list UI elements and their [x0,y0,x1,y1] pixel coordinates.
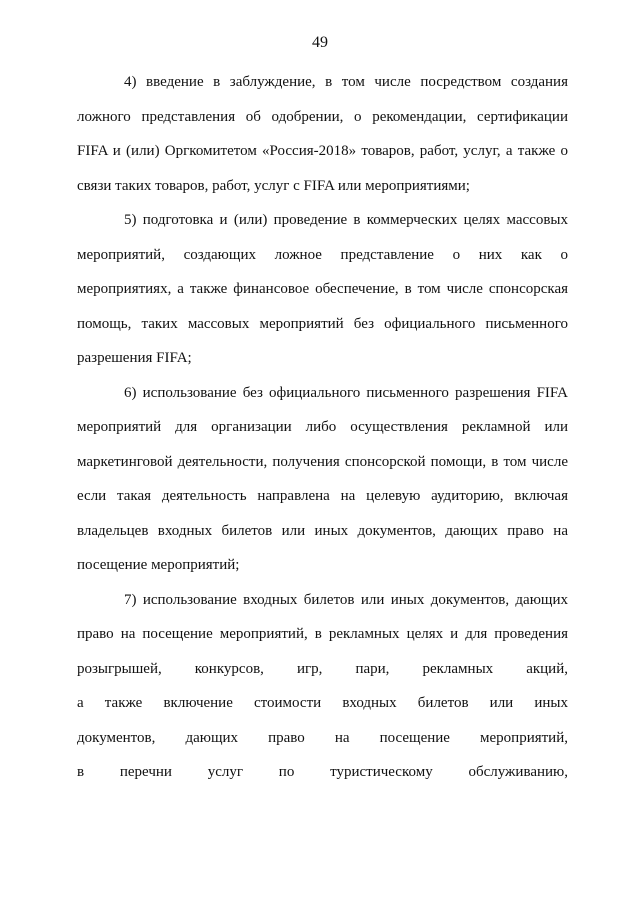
text-line: разрешения FIFA; [77,350,192,366]
paragraph-item-6 [77,376,568,583]
text-line: документов, дающих право на посещение мероприятий, [77,729,568,746]
text-line: ложного представления об одобрении, о рекомендации, сертификации [77,108,568,125]
paragraph-item-4 [77,65,568,203]
text-line: если такая деятельность направлена на целевую аудиторию, включая [77,488,568,504]
text-line: помощь, таких массовых мероприятий без официального письменного [77,315,568,332]
text-line: мероприятий для организации либо осуществления рекламной или [77,419,568,435]
text-line: FIFA и (или) Оргкомитетом «Россия-2018» товаров, работ, услуг, а также о [77,143,568,159]
document-body [77,65,568,790]
paragraph-item-7 [77,583,568,790]
page-number: 49 [312,34,328,51]
text-line: 6) использование без официального письменного разрешения FIFA [124,384,568,401]
text-line: 4) введение в заблуждение, в том числе посредством создания [124,74,568,90]
text-line: мероприятий, создающих ложное представление о них как о [77,246,568,263]
paragraph-item-5 [77,203,568,376]
text-line: связи таких товаров, работ, услуг с FIFA или мероприятиями; [77,177,470,194]
text-line: мероприятиях, а также финансовое обеспечение, в том числе спонсорская [77,281,568,297]
text-line: 7) использование входных билетов или иных документов, дающих [124,591,568,608]
text-line: посещение мероприятий; [77,557,240,573]
text-line: а также включение стоимости входных билетов или иных [77,695,568,711]
text-line: 5) подготовка и (или) проведение в коммерческих целях массовых [124,212,568,228]
text-line: владельцев входных билетов или иных документов, дающих право на [77,522,568,539]
text-line: в перечни услуг по туристическому обслуживанию, [77,764,568,780]
text-line: маркетинговой деятельности, получения спонсорской помощи, в том числе [77,453,568,470]
text-line: право на посещение мероприятий, в рекламных целях и для проведения [77,626,568,642]
text-line: розыгрышей, конкурсов, игр, пари, рекламных акций, [77,660,568,677]
